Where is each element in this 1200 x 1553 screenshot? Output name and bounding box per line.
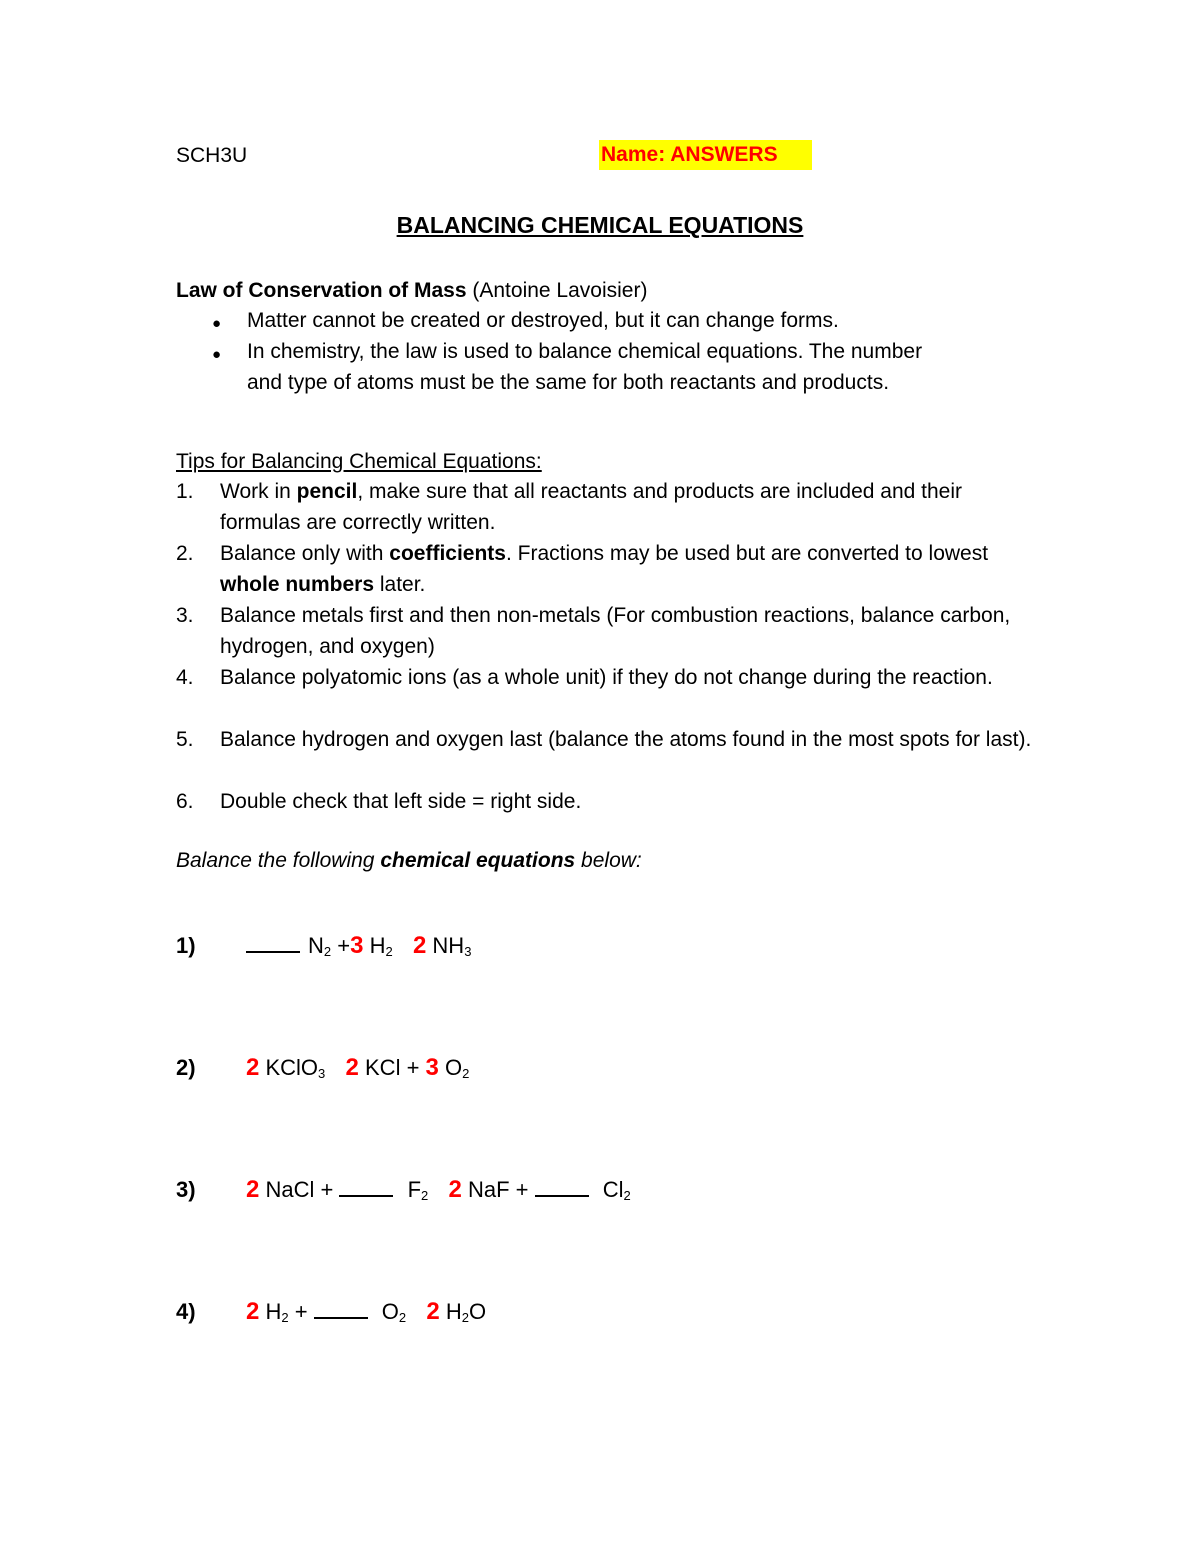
reactant: O (375, 1299, 399, 1324)
equation-number: 4) (176, 1299, 196, 1324)
product: O (468, 1299, 487, 1324)
name-label: Name: ANSWERS (599, 140, 812, 170)
course-code: SCH3U (176, 144, 248, 167)
coefficient: 2 (246, 1054, 260, 1081)
law-bullet-2-cont: and type of atoms must be the same for both reactants and products. (247, 371, 890, 394)
subscript: 2 (323, 944, 332, 959)
subscript: 3 (318, 1066, 326, 1081)
tips-heading: Tips for Balancing Chemical Equations: (176, 450, 542, 473)
product: Cl (596, 1177, 624, 1202)
answer-blank (246, 950, 300, 953)
plus: + (288, 1299, 314, 1324)
subscript: 2 (398, 1310, 407, 1325)
answer-blank (314, 1316, 368, 1319)
equation-4 (176, 1298, 486, 1326)
tip-text: Balance only with (220, 542, 390, 565)
tip-number: 4. (176, 666, 194, 689)
coefficient: 2 (246, 1176, 260, 1203)
tip-bold: pencil (296, 480, 358, 503)
reactant: H (363, 933, 386, 958)
tip-number: 6. (176, 790, 194, 813)
tip-number: 5. (176, 728, 194, 751)
coefficient: 3 (350, 932, 364, 959)
law-attribution: (Antoine Lavoisier) (466, 279, 648, 302)
tip-text: . Fractions may be used but are converted to lowest (505, 542, 989, 565)
law-bullet-1: Matter cannot be created or destroyed, but it can change forms. (247, 309, 839, 332)
product: NH (426, 933, 465, 958)
coefficient: 2 (345, 1054, 359, 1081)
tip-4: Balance polyatomic ions (as a whole unit) if they do not change during the reaction. (220, 666, 993, 689)
subscript: 2 (385, 944, 393, 959)
subscript: 2 (623, 1188, 631, 1203)
reactant: F (401, 1177, 422, 1202)
tip-3: Balance metals first and then non-metals (For combustion reactions, balance carbon, hydrogen, and oxygen) (220, 604, 1011, 658)
tip-5: Balance hydrogen and oxygen last (balance the atoms found in the most spots for last). (220, 728, 1032, 751)
coefficient: 2 (426, 1298, 440, 1325)
page-title: BALANCING CHEMICAL EQUATIONS (396, 212, 804, 238)
tip-number: 2. (176, 542, 194, 565)
tip-number: 1. (176, 480, 194, 503)
subscript: 3 (464, 944, 472, 959)
bullet-icon: ● (212, 346, 222, 363)
subscript: 2 (281, 1310, 289, 1325)
tip-bold: coefficients (389, 542, 506, 565)
instructions (176, 849, 642, 873)
subscript: 2 (421, 1188, 429, 1203)
product: KCl + (358, 1055, 426, 1080)
tip-bold: whole numbers (220, 573, 375, 596)
tip-6: Double check that left side = right side. (220, 790, 582, 813)
tip-2 (220, 538, 1040, 600)
law-bullet-2: In chemistry, the law is used to balance chemical equations. The number (247, 340, 923, 363)
reactant: N (308, 933, 324, 958)
tip-1 (220, 476, 1040, 538)
product: O (438, 1055, 463, 1080)
coefficient: 2 (412, 932, 427, 959)
tip-number: 3. (176, 604, 194, 627)
law-heading (176, 279, 647, 303)
subscript: 2 (462, 1066, 470, 1081)
bullet-icon: ● (212, 315, 222, 332)
instr-text: Balance the following (176, 849, 381, 872)
answer-blank (535, 1194, 589, 1197)
tip-text: Work in (220, 480, 297, 503)
plus: + (331, 933, 351, 958)
law-name: Law of Conservation of Mass (176, 279, 467, 302)
coefficient: 2 (448, 1176, 462, 1203)
tip-text: later. (374, 573, 426, 596)
coefficient: 3 (425, 1054, 439, 1081)
coefficient: 2 (246, 1298, 260, 1325)
equation-3 (176, 1176, 631, 1204)
reactant: H (259, 1299, 282, 1324)
instr-bold: chemical equations (380, 849, 576, 872)
tip-text: , make sure that all reactants and products are included and their formulas are correctly written. (220, 480, 963, 534)
equation-number: 2) (176, 1055, 196, 1080)
equation-1 (176, 932, 471, 960)
product: H (439, 1299, 462, 1324)
equation-number: 1) (176, 933, 196, 958)
equation-2 (176, 1054, 469, 1082)
instr-text: below: (575, 849, 642, 872)
answer-blank (339, 1194, 393, 1197)
subscript: 2 (461, 1310, 469, 1325)
reactant: NaCl + (259, 1177, 340, 1202)
equation-number: 3) (176, 1177, 196, 1202)
product: NaF + (461, 1177, 535, 1202)
reactant: KClO (259, 1055, 319, 1080)
